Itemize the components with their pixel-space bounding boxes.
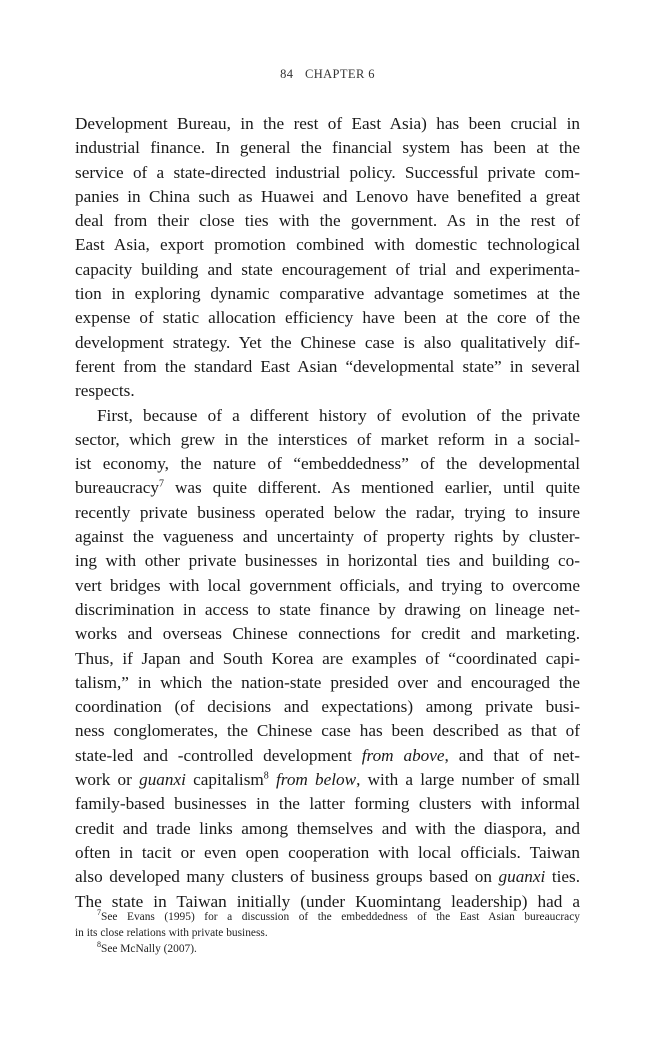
text-line: vert bridges with local government officials, and trying to overcome [75,575,580,595]
footnote-text: See McNally (2007). [101,943,197,955]
text-segment: capitalism [193,770,264,790]
text-line [75,865,580,889]
text-line: talism,” in which the nation-state presided over and encouraged the [75,672,580,692]
footnote-text: See Evans (1995) for a discussion of the embeddedness of the East Asian bureaucracy [101,911,580,923]
text-line: First, because of a different history of evolution of the private [97,405,580,425]
text-line: East Asia, export promotion combined with domestic technological [75,235,580,255]
text-line [75,744,580,768]
text-segment: work or [75,770,132,790]
text-line: sector, which grew in the interstices of market reform in a social- [75,429,580,449]
footnote-ref: 8 [263,770,269,782]
italic-term: guanxi [498,867,546,887]
text-line: industrial finance. In general the financial system has been at the [75,138,580,158]
text-line: often in tacit or even open cooperation with local officials. Taiwan [75,842,580,862]
text-line: tion in exploring dynamic comparative advantage sometimes at the [75,284,580,304]
text-segment: bureaucracy [75,478,159,498]
text-line: works and overseas Chinese connections for credit and marketing. [75,624,580,644]
footnote-mark: 8 [97,940,101,950]
text-line: service of a state-directed industrial policy. Successful private com- [75,162,580,182]
text-line: ing with other private businesses in horizontal ties and building co- [75,551,580,571]
page-number: 84 [280,67,294,81]
footnote-7-continued: in its close relations with private business. [75,927,268,939]
text-line: expense of static allocation efficiency have been at the core of the [75,308,580,328]
text-line: ferent from the standard East Asian “developmental state” in several [75,356,580,376]
text-segment: ties. [551,867,581,887]
text-segment: state-led and -controlled development [75,745,352,765]
text-line: recently private business operated below the radar, trying to insure [75,502,580,522]
text-line: capacity building and state encouragement of trial and experimenta- [75,259,580,279]
text-line: panies in China such as Huawei and Lenovo have benefited a great [75,186,580,206]
text-line: Development Bureau, in the rest of East Asia) has been crucial in [75,114,580,133]
text-line: ist economy, the nature of “embeddedness” of the developmental [75,454,580,474]
text-line [75,476,580,500]
chapter-label: CHAPTER 6 [304,67,375,81]
text-segment: , with a large number of small [356,770,581,790]
footnote-8 [75,941,580,957]
text-line [75,768,580,792]
italic-phrase: from above [361,745,445,765]
text-line: family-based businesses in the latter forming clusters with informal [75,794,580,814]
text-line: The state in Taiwan initially (under Kuomintang leadership) had a [75,891,580,911]
running-head [75,67,580,82]
text-line: deal from their close ties with the government. As in the rest of [75,211,580,231]
text-line: development strategy. Yet the Chinese case is also qualitatively dif- [75,332,580,352]
text-line: credit and trade links among themselves and with the diaspora, and [75,818,580,838]
footnote-ref: 7 [158,478,164,490]
text-line: ness conglomerates, the Chinese case has been described as that of [75,721,580,741]
italic-term: guanxi [139,770,186,790]
footnote-7 [75,909,580,925]
footnotes [75,909,580,957]
text-line: Thus, if Japan and South Korea are examples of “coordinated capi- [75,648,580,668]
text-line: respects. [75,381,135,401]
footnote-mark: 7 [97,908,101,918]
text-line: discrimination in access to state finance by drawing on lineage net- [75,599,580,619]
text-segment: also developed many clusters of business groups based on [75,867,492,887]
text-line: against the vagueness and uncertainty of property rights by cluster- [75,527,580,547]
text-segment: was quite different. As mentioned earlier, until quite [174,478,581,498]
text-segment: , and that of net- [444,745,580,765]
body-text [75,112,580,914]
text-line: coordination (of decisions and expectations) among private busi- [75,697,580,717]
italic-phrase: from below [276,770,357,790]
